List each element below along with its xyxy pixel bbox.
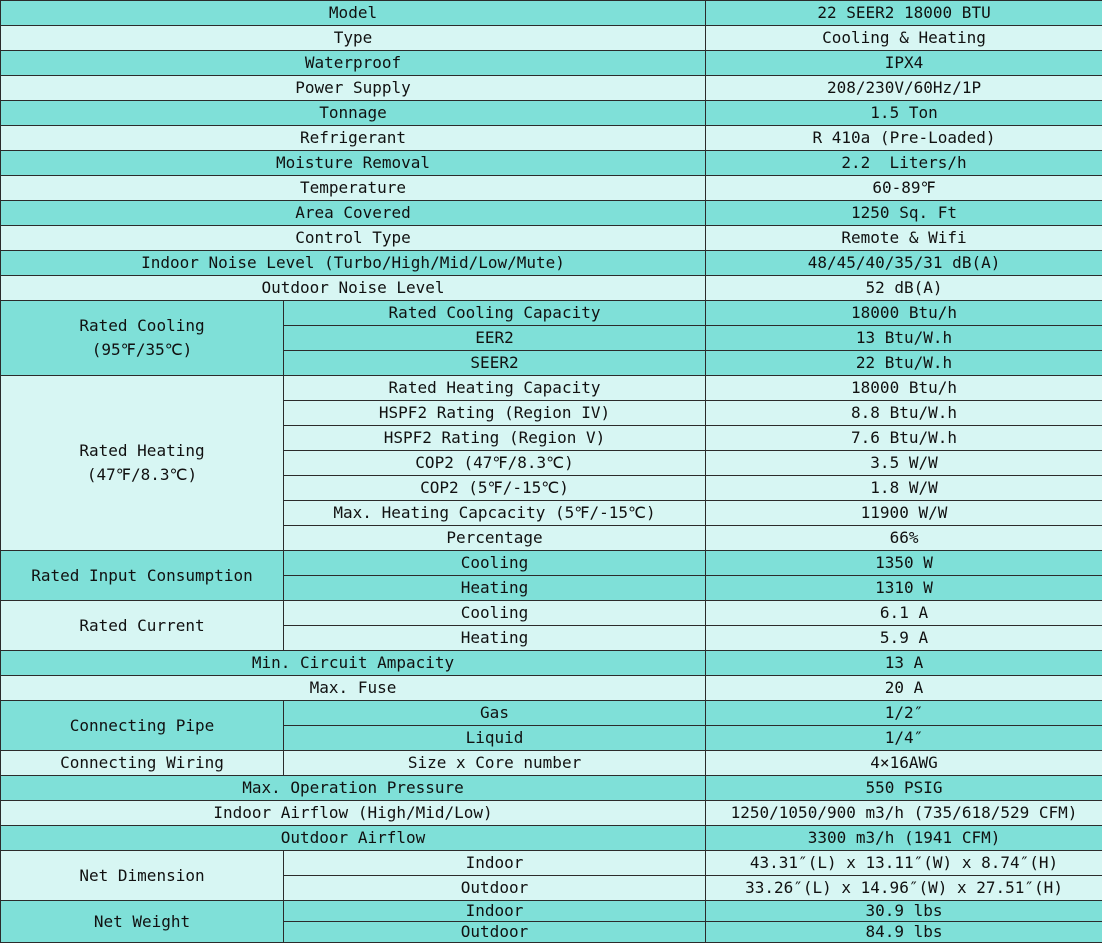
spec-label: Moisture Removal — [1, 151, 706, 176]
table-row — [1, 201, 1102, 226]
spec-value: 4×16AWG — [706, 751, 1102, 776]
spec-value: 18000 Btu/h — [706, 301, 1102, 326]
spec-value: 20 A — [706, 676, 1102, 701]
spec-sublabel: HSPF2 Rating (Region IV) — [284, 401, 706, 426]
spec-sublabel: Size x Core number — [284, 751, 706, 776]
table-row — [1, 101, 1102, 126]
spec-sublabel: Indoor — [284, 901, 706, 922]
group-label-net-dimension: Net Dimension — [1, 851, 284, 901]
table-row — [1, 901, 1102, 922]
spec-label: Max. Operation Pressure — [1, 776, 706, 801]
table-row — [1, 26, 1102, 51]
spec-value: 48/45/40/35/31 dB(A) — [706, 251, 1102, 276]
table-row — [1, 826, 1102, 851]
spec-value: R 410a (Pre-Loaded) — [706, 126, 1102, 151]
spec-sublabel: EER2 — [284, 326, 706, 351]
spec-label: Outdoor Airflow — [1, 826, 706, 851]
spec-label: Indoor Noise Level (Turbo/High/Mid/Low/Mute) — [1, 251, 706, 276]
spec-sublabel: Cooling — [284, 601, 706, 626]
spec-value: 1310 W — [706, 576, 1102, 601]
spec-value: 43.31″(L) x 13.11″(W) x 8.74″(H) — [706, 851, 1102, 876]
spec-value: 1/2″ — [706, 701, 1102, 726]
spec-value: 18000 Btu/h — [706, 376, 1102, 401]
spec-label: Indoor Airflow (High/Mid/Low) — [1, 801, 706, 826]
spec-value: 30.9 lbs — [706, 901, 1102, 922]
spec-label: Refrigerant — [1, 126, 706, 151]
table-row — [1, 51, 1102, 76]
spec-label: Area Covered — [1, 201, 706, 226]
spec-value: 6.1 A — [706, 601, 1102, 626]
spec-sublabel: Cooling — [284, 551, 706, 576]
table-row — [1, 676, 1102, 701]
spec-label: Model — [1, 1, 706, 26]
spec-sublabel: Heating — [284, 576, 706, 601]
table-row — [1, 376, 1102, 401]
group-label-rated-current: Rated Current — [1, 601, 284, 651]
spec-sublabel: HSPF2 Rating (Region V) — [284, 426, 706, 451]
table-row — [1, 801, 1102, 826]
spec-label: Type — [1, 26, 706, 51]
table-row — [1, 701, 1102, 726]
group-label-net-weight: Net Weight — [1, 901, 284, 943]
table-row — [1, 1, 1102, 26]
spec-value: Remote & Wifi — [706, 226, 1102, 251]
spec-label: Waterproof — [1, 51, 706, 76]
spec-label: Control Type — [1, 226, 706, 251]
spec-value: 11900 W/W — [706, 501, 1102, 526]
spec-value: 7.6 Btu/W.h — [706, 426, 1102, 451]
spec-value: 550 PSIG — [706, 776, 1102, 801]
spec-value: 2.2 Liters/h — [706, 151, 1102, 176]
group-label-rated-cooling — [1, 301, 284, 376]
spec-value: 1350 W — [706, 551, 1102, 576]
spec-value: 3.5 W/W — [706, 451, 1102, 476]
table-row — [1, 551, 1102, 576]
spec-sublabel: Outdoor — [284, 922, 706, 943]
table-row — [1, 226, 1102, 251]
group-label-connecting-pipe: Connecting Pipe — [1, 701, 284, 751]
table-row — [1, 651, 1102, 676]
spec-sublabel: Rated Heating Capacity — [284, 376, 706, 401]
spec-value: 60-89℉ — [706, 176, 1102, 201]
spec-value: 1.5 Ton — [706, 101, 1102, 126]
spec-value: IPX4 — [706, 51, 1102, 76]
table-row — [1, 151, 1102, 176]
spec-sublabel: Indoor — [284, 851, 706, 876]
table-row — [1, 601, 1102, 626]
spec-value: 66% — [706, 526, 1102, 551]
spec-value: 22 Btu/W.h — [706, 351, 1102, 376]
spec-label: Max. Fuse — [1, 676, 706, 701]
spec-value: 52 dB(A) — [706, 276, 1102, 301]
spec-value: 1250/1050/900 m3/h (735/618/529 CFM) — [706, 801, 1102, 826]
spec-sublabel: Liquid — [284, 726, 706, 751]
group-label-rated-input: Rated Input Consumption — [1, 551, 284, 601]
spec-value: Cooling & Heating — [706, 26, 1102, 51]
group-label-line: (47℉/8.3℃) — [86, 465, 198, 484]
spec-value: 5.9 A — [706, 626, 1102, 651]
spec-label: Outdoor Noise Level — [1, 276, 706, 301]
spec-sublabel: Outdoor — [284, 876, 706, 901]
table-row — [1, 76, 1102, 101]
group-label-line: (95℉/35℃) — [91, 340, 193, 359]
spec-value: 208/230V/60Hz/1P — [706, 76, 1102, 101]
spec-label: Temperature — [1, 176, 706, 201]
table-row — [1, 176, 1102, 201]
spec-label: Power Supply — [1, 76, 706, 101]
spec-value: 1250 Sq. Ft — [706, 201, 1102, 226]
spec-value: 33.26″(L) x 14.96″(W) x 27.51″(H) — [706, 876, 1102, 901]
spec-sublabel: Rated Cooling Capacity — [284, 301, 706, 326]
table-row — [1, 776, 1102, 801]
spec-label: Tonnage — [1, 101, 706, 126]
spec-value: 3300 m3/h (1941 CFM) — [706, 826, 1102, 851]
group-label-line: Rated Cooling — [79, 316, 205, 335]
spec-value: 13 A — [706, 651, 1102, 676]
spec-sublabel: Heating — [284, 626, 706, 651]
spec-sublabel: Max. Heating Capcacity (5℉/-15℃) — [284, 501, 706, 526]
spec-value: 84.9 lbs — [706, 922, 1102, 943]
spec-sublabel: COP2 (5℉/-15℃) — [284, 476, 706, 501]
table-row — [1, 276, 1102, 301]
group-label-rated-heating — [1, 376, 284, 551]
spec-label: Connecting Wiring — [1, 751, 284, 776]
group-label-line: Rated Heating — [79, 441, 205, 460]
table-row — [1, 851, 1102, 876]
spec-value: 8.8 Btu/W.h — [706, 401, 1102, 426]
spec-sublabel: COP2 (47℉/8.3℃) — [284, 451, 706, 476]
spec-sublabel: Gas — [284, 701, 706, 726]
table-row — [1, 301, 1102, 326]
spec-value: 1.8 W/W — [706, 476, 1102, 501]
table-row — [1, 251, 1102, 276]
table-row — [1, 751, 1102, 776]
spec-sublabel: SEER2 — [284, 351, 706, 376]
spec-value: 1/4″ — [706, 726, 1102, 751]
spec-value: 13 Btu/W.h — [706, 326, 1102, 351]
spec-value: 22 SEER2 18000 BTU — [706, 1, 1102, 26]
spec-sublabel: Percentage — [284, 526, 706, 551]
spec-label: Min. Circuit Ampacity — [1, 651, 706, 676]
table-row — [1, 126, 1102, 151]
